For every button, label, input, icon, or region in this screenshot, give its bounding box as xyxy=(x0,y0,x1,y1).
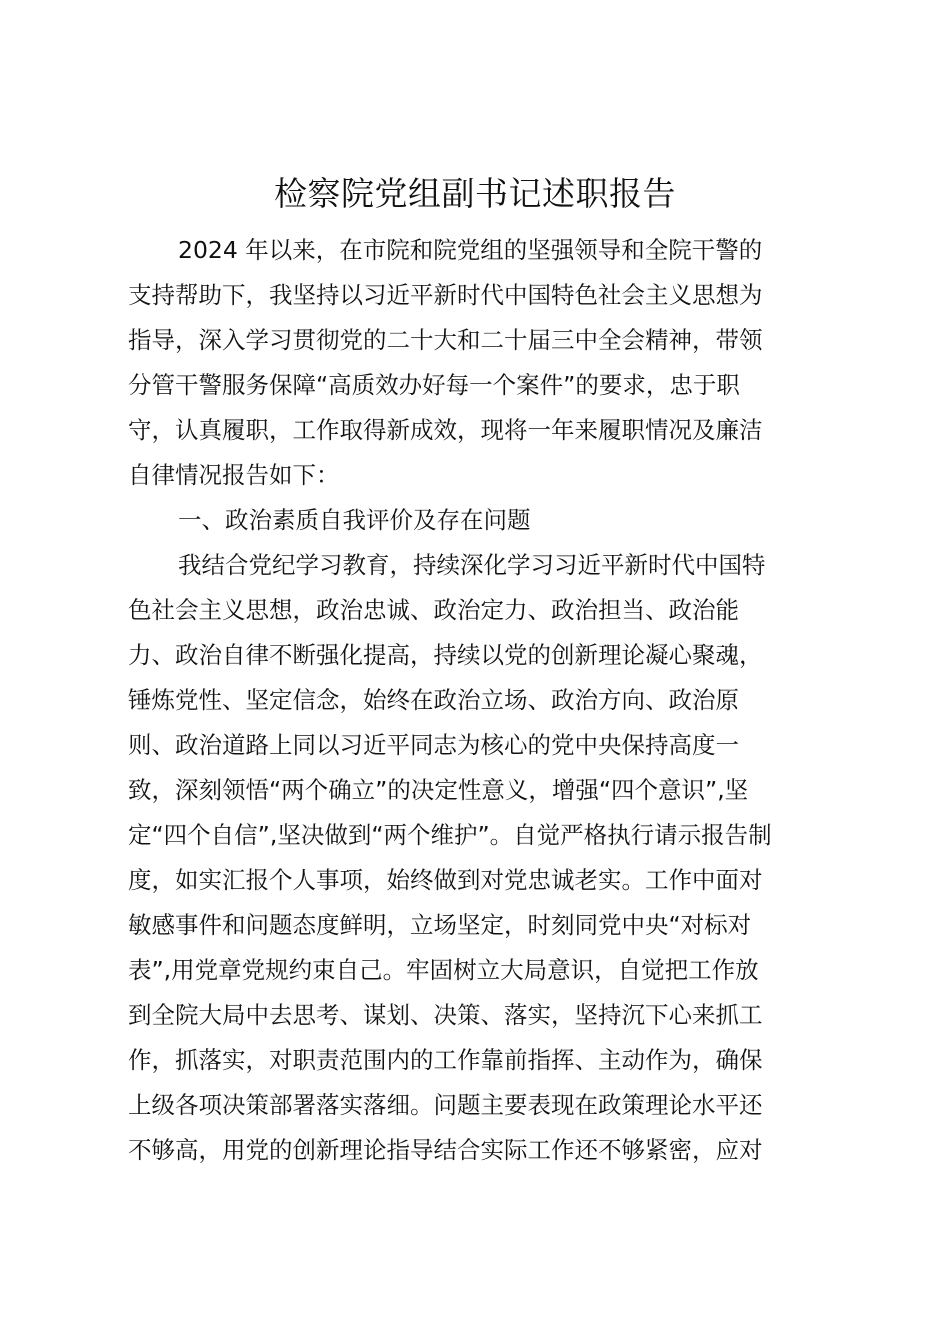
body-text-line: 分管干警服务保障“高质效办好每一个案件”的要求，忠于职 xyxy=(128,371,740,399)
body-text-line: 支持帮助下，我坚持以习近平新时代中国特色社会主义思想为 xyxy=(128,281,763,309)
document-body xyxy=(128,228,828,1173)
body-text-line: 作，抓落实，对职责范围内的工作靠前指挥、主动作为，确保 xyxy=(128,1046,763,1074)
body-text-line: 指导，深入学习贯彻党的二十大和二十届三中全会精神，带领 xyxy=(128,326,763,354)
body-text-line: 表”,用党章党规约束自己。牢固树立大局意识，自觉把工作放 xyxy=(128,956,759,984)
body-text-line: 我结合党纪学习教育，持续深化学习习近平新时代中国特 xyxy=(178,551,766,579)
body-text-line: 致，深刻领悟“两个确立”的决定性意义，增强“四个意识”,坚 xyxy=(128,776,749,804)
body-text-line: 不够高，用党的创新理论指导结合实际工作还不够紧密，应对 xyxy=(128,1136,763,1164)
body-text-line: 度，如实汇报个人事项，始终做到对党忠诚老实。工作中面对 xyxy=(128,866,763,894)
body-text-line: 2024 年以来，在市院和院党组的坚强领导和全院干警的 xyxy=(178,236,763,264)
body-text-line: 一、政治素质自我评价及存在问题 xyxy=(178,506,531,534)
body-text-line: 敏感事件和问题态度鲜明，立场坚定，时刻同党中央“对标对 xyxy=(128,911,752,939)
body-text-line: 自律情况报告如下： xyxy=(128,461,340,489)
body-text-line: 定“四个自信”,坚决做到“两个维护”。自觉严格执行请示报告制 xyxy=(128,821,772,849)
body-text-line: 到全院大局中去思考、谋划、决策、落实，坚持沉下心来抓工 xyxy=(128,1001,763,1029)
document-title: 检察院党组副书记述职报告 xyxy=(274,174,676,213)
body-text-line: 上级各项决策部署落实落细。问题主要表现在政策理论水平还 xyxy=(128,1091,763,1119)
body-text-line: 锤炼党性、坚定信念，始终在政治立场、政治方向、政治原 xyxy=(128,686,739,714)
body-text-line: 守，认真履职，工作取得新成效，现将一年来履职情况及廉洁 xyxy=(128,416,763,444)
body-text-line: 色社会主义思想，政治忠诚、政治定力、政治担当、政治能 xyxy=(128,596,739,624)
body-text-line: 力、政治自律不断强化提高，持续以党的创新理论凝心聚魂， xyxy=(128,641,763,669)
body-text-line: 则、政治道路上同以习近平同志为核心的党中央保持高度一 xyxy=(128,731,739,759)
